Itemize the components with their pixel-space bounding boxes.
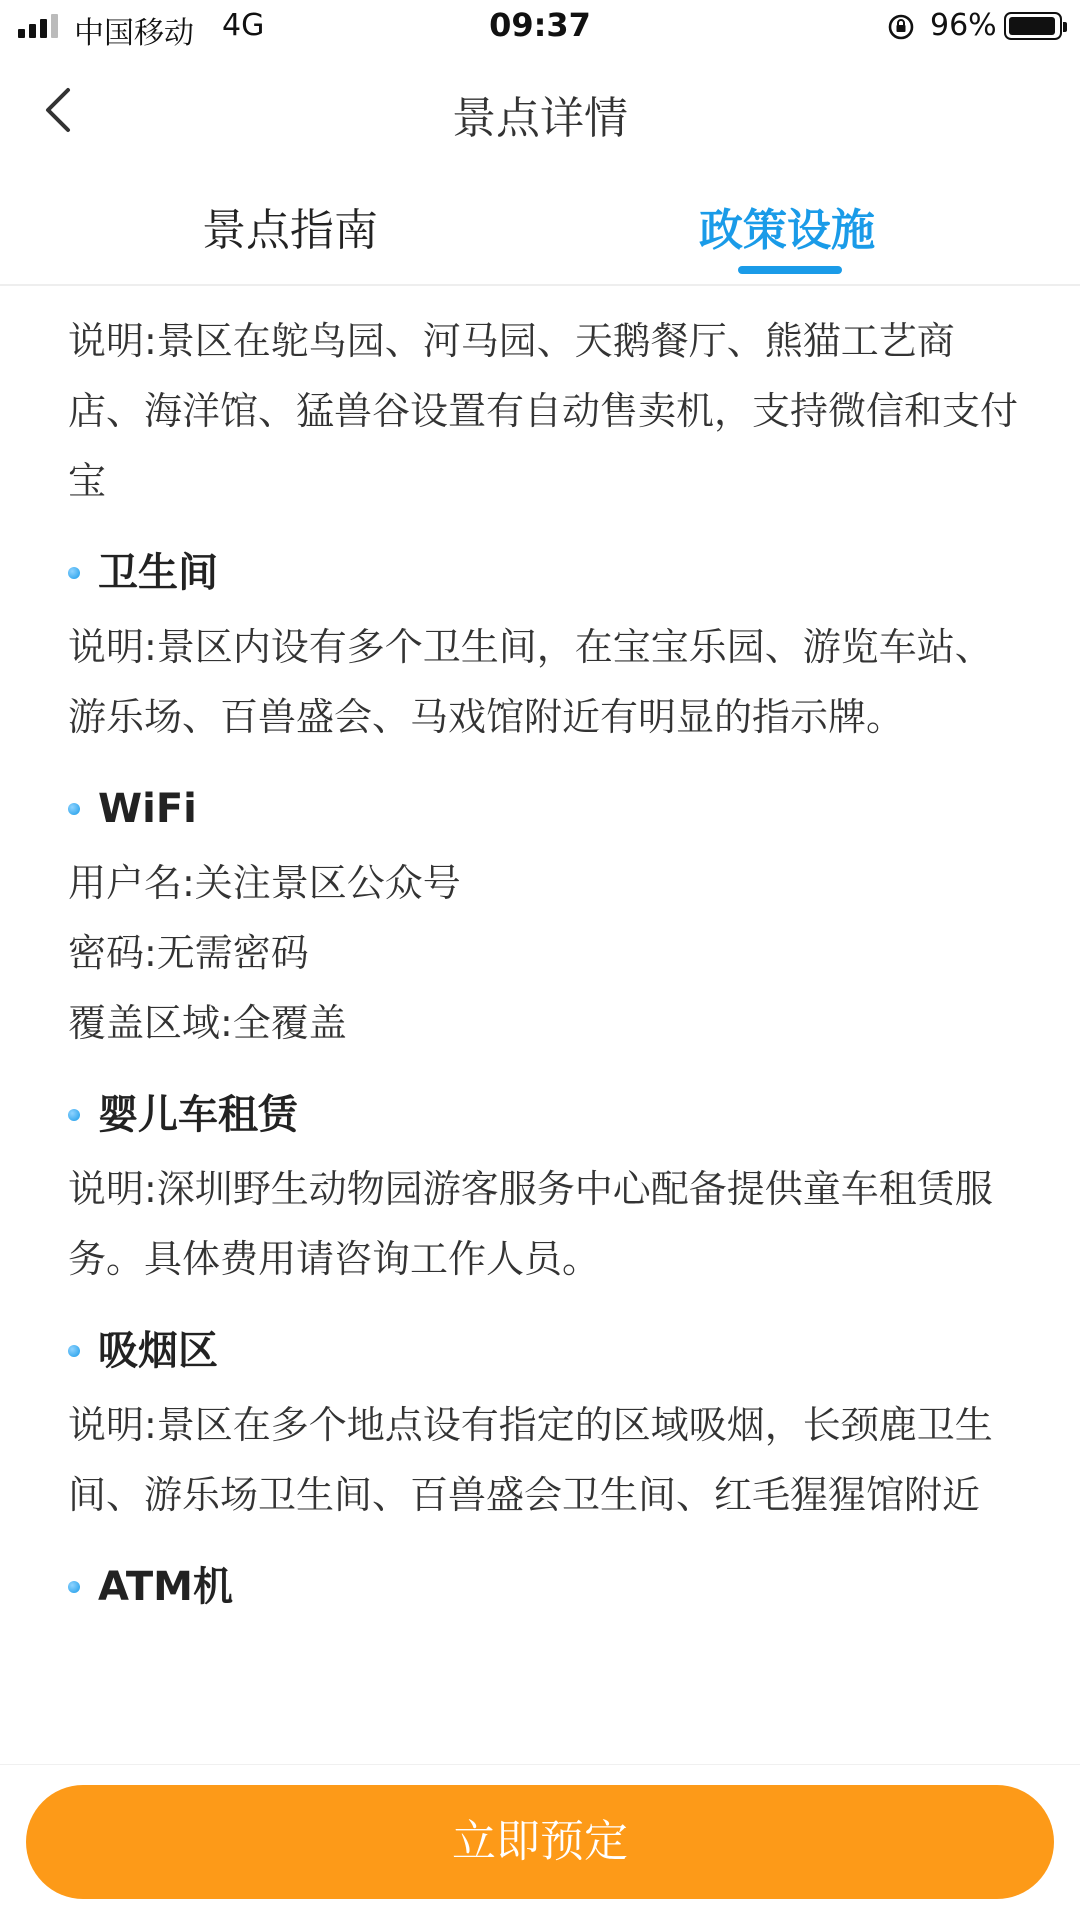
section-title-text: 卫生间 [98, 550, 218, 596]
network-type: 4G [222, 8, 265, 43]
section-title [68, 1548, 1020, 1626]
tab-bar [0, 180, 1080, 286]
content-scroll-area[interactable] [0, 286, 1080, 1764]
section-title [68, 1076, 1020, 1154]
section-title [68, 534, 1020, 612]
bottom-bar [0, 1764, 1080, 1920]
vending-description: 说明:景区在鸵鸟园、河马园、天鹅餐厅、熊猫工艺商店、海洋馆、猛兽谷设置有自动售卖机，支持微信和支付宝 [68, 319, 1019, 503]
bullet-dot-icon [68, 1109, 80, 1121]
bullet-dot-icon [68, 567, 80, 579]
status-time: 09:37 [489, 6, 591, 44]
battery-icon [1004, 12, 1062, 40]
section-title-text: 吸烟区 [98, 1328, 218, 1374]
rotation-lock-icon [886, 12, 916, 42]
section-title [68, 1312, 1020, 1390]
stroller-description: 说明:深圳野生动物园游客服务中心配备提供童车租赁服务。具体费用请咨询工作人员。 [68, 1167, 993, 1281]
bullet-dot-icon [68, 1581, 80, 1593]
carrier-name: 中国移动 [74, 16, 194, 51]
section-smoking-area [68, 1312, 1020, 1530]
tab-policy-facilities[interactable]: 政策设施 [699, 205, 875, 256]
page-title: 景点详情 [452, 93, 628, 144]
restroom-description: 说明:景区内设有多个卫生间，在宝宝乐园、游览车站、游乐场、百兽盛会、马戏馆附近有明显的指示牌。 [68, 625, 993, 739]
tab-guide[interactable]: 景点指南 [202, 205, 378, 256]
wifi-username: 用户名:关注景区公众号 [68, 861, 461, 905]
bullet-dot-icon [68, 1345, 80, 1357]
nav-bar [0, 60, 1080, 160]
section-restroom [68, 534, 1020, 752]
wifi-coverage: 覆盖区域:全覆盖 [68, 1001, 347, 1045]
tab-active-indicator [738, 266, 842, 274]
wifi-password: 密码:无需密码 [68, 931, 309, 975]
book-now-button[interactable]: 立即预定 [26, 1785, 1054, 1899]
smoking-description: 说明:景区在多个地点设有指定的区域吸烟，长颈鹿卫生间、游乐场卫生间、百兽盛会卫生间、红毛猩猩馆附近 [68, 1403, 993, 1517]
section-stroller-rental [68, 1076, 1020, 1294]
status-bar [0, 0, 1080, 56]
section-title-text: 婴儿车租赁 [98, 1092, 298, 1138]
section-title-text: ATM机 [98, 1564, 233, 1610]
section-atm [68, 1548, 1020, 1626]
section-title [68, 770, 1020, 848]
battery-percent: 96% [930, 8, 997, 43]
section-title-text: WiFi [98, 786, 197, 832]
section-wifi [68, 770, 1020, 1058]
bullet-dot-icon [68, 803, 80, 815]
